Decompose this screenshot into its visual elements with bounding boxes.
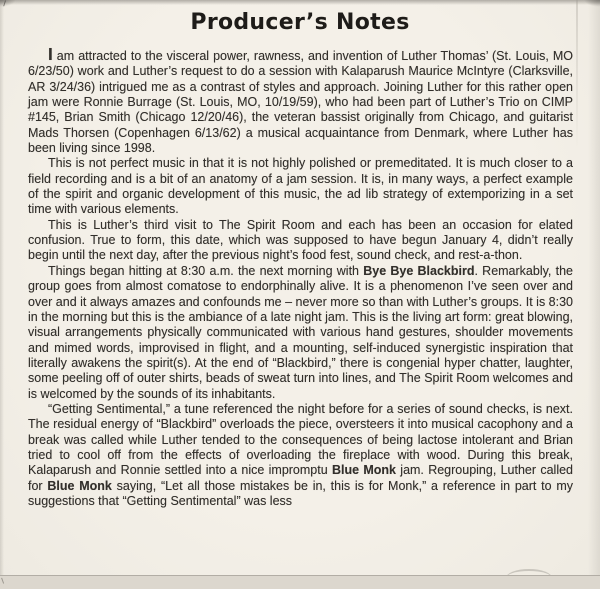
text-run: This is Luther’s third visit to The Spirit Room and each has been an occasion for elated confusion. True to form, this date, which was supposed to have begun January 4, didn’t really begin until the next day, after the previous night’s food fest, sound check, and rest-a-thon. xyxy=(28,217,573,263)
paragraph xyxy=(28,402,573,509)
text-run: jam. Regrouping, Luther called for xyxy=(28,463,573,493)
paragraph xyxy=(28,218,573,264)
text-run: Blue Monk xyxy=(47,478,112,493)
paragraph xyxy=(28,156,573,217)
scan-edge-bottom xyxy=(0,575,600,589)
text-run: . Remarkably, the group goes from almost comatose to endorphinally alive. It is a phenomenon I’ve seen over and over and it always amazes and confounds me – never more so than with Luther’s groups. It is 8:30 in the morning but this is the ambiance of a late night jam. This is the living art form: great blowing, visual arrangements physically communicated with various hand gestures, shoulder movements and mimed words, improvised in flight, and a mounting, self-induced synergistic inspiration that literally awakens the spirit(s). At the end of “Blackbird,” there is congenial hyper chatter, laughter, some peeling off of outer shirts, beads of sweat turn into lines, and The Spirit Room welcomes and is welcomed by the sounds of its inhabitants. xyxy=(28,263,573,401)
scan-crease-right xyxy=(576,0,578,150)
paragraph xyxy=(28,46,573,156)
paragraph xyxy=(28,264,573,402)
text-run: This is not perfect music in that it is not highly polished or premeditated. It is much closer to a field recording and is a bit of an anatomy of a jam session. It is, in many ways, a perfect example of the spirit and organic development of this music, the ad lib strategy of extemporizing in a set time with various elements. xyxy=(28,156,573,217)
page-title: Producer’s Notes xyxy=(190,10,410,35)
text-run: Bye Bye Blackbird xyxy=(363,263,475,278)
text-run: Blue Monk xyxy=(331,463,396,478)
text-body xyxy=(28,46,573,509)
scan-edge-right xyxy=(588,0,600,589)
text-run: Things began hitting at 8:30 a.m. the next morning with xyxy=(48,263,364,278)
scan-edge-left xyxy=(0,0,4,589)
text-run: am attracted to the visceral power, rawness, and invention of Luther Thomas’ (St. Louis, MO 6/23/50) work and Luther’s request to do a session with Kalaparush Maurice McIntyre (Clarksville, AR 3/24/36) intrigued me as a contrast of styles and approach. Joining Luther for this rather open jam were Ronnie Burrage (St. Louis, MO, 10/19/59), who had been part of Luther’s Trio on CIMP #145, Brian Smith (Chicago 12/20/46), the veteran bassist originally from Chicago, and guitarist Mads Thorsen (Copenhagen 6/13/62) a musical acquaintance from Denmark, where Luther has been living since 1998. xyxy=(28,49,573,156)
scan-edge-top xyxy=(0,0,600,5)
text-run: “Getting Sentimental,” a tune referenced the night before for a series of sound checks, is next. The residual energy of “Blackbird” overloads the piece, oversteers it into musical cacophony and a break was called while Luther tended to the consequences of being lactose intolerant and Brian tried to cool off from the effects of overloading the fireplace with wood. During this break, Kalaparush and Ronnie settled into a nice impromptu xyxy=(28,401,573,478)
text-run: I xyxy=(48,44,53,64)
text-run: saying, “Let all those mistakes be in, this is for Monk,” a reference in part to my suggestions that “Getting Sentimental” was less xyxy=(28,478,573,508)
